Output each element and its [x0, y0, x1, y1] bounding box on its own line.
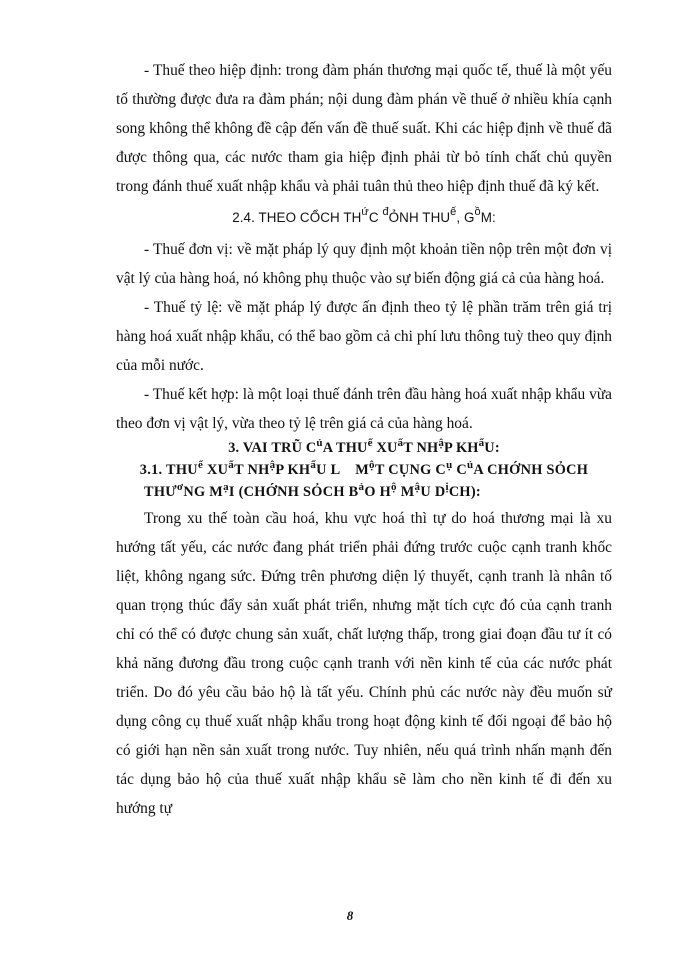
heading-text: NG M [183, 484, 224, 500]
heading-text: P KH [275, 462, 311, 478]
heading-text: C [368, 210, 383, 225]
paragraph-globalization: Trong xu thế toàn cầu hoá, khu vực hoá thì tự do hoá thương mại là xu hướng tất yếu, các nước đang phát triển phải đứng trước cuộc cạnh tranh khốc liệt, không ngang sức. Đứng trên phương diện lý thuyết, cạnh tranh là nhân tố quan trọng thúc đẩy sản xuất phát triển, nhưng mặt tích cực đó của cạnh tranh chỉ có thể có được chung sản xuất, chất lượng thấp, trong giai đoạn đầu tư ít có khả năng đương đầu trong cuộc cạnh tranh với nền kinh tế của các nước phát triển. Do đó yêu cầu bảo hộ là tất yếu. Chính phủ các nước này đều muốn sử dụng công cụ thuế xuất nhập khẩu trong hoạt động kinh tế đối ngoại để bảo hộ có giới hạn nền sản xuất trong nước. Tuy nhiên, nếu quá trình nhấn mạnh đến tác dụng bảo hộ của thuế xuất nhập khẩu sẽ làm cho nền kinh tế đi đến xu hướng tự [116, 510, 612, 817]
heading-text: , G [456, 210, 475, 225]
heading-accent: ế [197, 459, 204, 471]
heading-accent: ậ [414, 481, 421, 493]
heading-accent: ẩ [478, 437, 485, 449]
heading-text: 2.4. THEO CỔCH TH [232, 210, 362, 225]
heading-text: 3. VAI TRŨ C [228, 440, 317, 456]
heading-text: I (CHỚNH SỎCH B [228, 484, 359, 500]
heading-text: U: [484, 440, 500, 456]
heading-text: XU [372, 440, 398, 456]
heading-text: A CHỚNH SỎCH [473, 462, 589, 478]
heading-text: T NH [403, 440, 439, 456]
heading-accent: ồ [474, 206, 481, 218]
heading-text: P KH [444, 440, 479, 456]
heading-accent: ậ [438, 437, 445, 449]
heading-accent: ế [367, 437, 373, 449]
heading-text: O H [364, 484, 392, 500]
heading-line-2 [116, 482, 612, 504]
heading-accent: ụ [446, 459, 453, 471]
heading-accent: ả [358, 481, 365, 493]
heading-text: XU [203, 462, 229, 478]
heading-text: T NH [234, 462, 270, 478]
heading-section-3-1 [116, 460, 612, 504]
heading-section-2-4 [116, 203, 612, 234]
heading-text: A THU [322, 440, 368, 456]
heading-accent: ứ [361, 206, 369, 218]
paragraph-combined-tax: - Thuế kết hợp: là một loại thuế đánh trên đầu hàng hoá xuất nhập khẩu vừa theo đơn vị vật lý, vừa theo tỷ lệ trên giá cả của hàng hoá. [116, 386, 612, 432]
heading-text: T CỤNG C [374, 462, 447, 478]
heading-text: 3.1. THU [139, 462, 198, 478]
heading-accent: ị [445, 481, 449, 493]
page-number: 8 [346, 908, 354, 923]
heading-accent: ạ [223, 481, 229, 493]
heading-text: U D [420, 484, 446, 500]
heading-accent: ậ [269, 459, 276, 471]
heading-line-1 [139, 459, 589, 478]
heading-accent: ơ [176, 481, 184, 493]
heading-accent: ộ [369, 459, 375, 471]
heading-text: C [452, 462, 467, 478]
paragraph-rate-tax: - Thuế tỷ lệ: về mặt pháp lý được ấn định theo tỷ lệ phần trăm trên giá trị hàng hoá xuất nhập khẩu, có thể bao gồm cả chi phí lưu thông tuỳ theo quy định của mỗi nước. [116, 299, 612, 374]
heading-accent: ấ [397, 437, 404, 449]
heading-accent: ế [450, 206, 457, 218]
heading-text: M [396, 484, 415, 500]
heading-text: ỎNH THU [388, 210, 451, 225]
heading-accent: đ [382, 206, 389, 218]
paragraph-unit-tax: - Thuế đơn vị: về mặt pháp lý quy định một khoản tiền nộp trên một đơn vị vật lý của hàng hoá, nó không phụ thuộc vào sự biến động giá cả của hàng hoá. [116, 241, 612, 287]
heading-accent: ẩ [310, 459, 317, 471]
heading-section-3 [116, 438, 612, 460]
document-body [116, 56, 612, 823]
heading-text: U L M [316, 462, 369, 478]
heading-text: THƯ [144, 484, 177, 500]
heading-accent: ủ [466, 459, 474, 471]
heading-text: CH): [448, 484, 481, 500]
paragraph-agreement-tax: - Thuế theo hiệp định: trong đàm phán thương mại quốc tế, thuế là một yếu tố thường được đưa ra đàm phán; nội dung đàm phán về thuế ở nhiều khía cạnh song không thể không đề cập đến vấn đề thuế suất. Khi các hiệp định về thuế đã được thông qua, các nước tham gia hiệp định phải từ bỏ tính chất chủ quyền trong đánh thuế xuất nhập khẩu và phải tuân thủ theo hiệp định thuế đã ký kết. [116, 62, 612, 195]
heading-accent: ộ [391, 481, 397, 493]
heading-accent: ấ [228, 459, 235, 471]
heading-text: M: [480, 210, 496, 225]
heading-accent: ủ [316, 437, 323, 449]
